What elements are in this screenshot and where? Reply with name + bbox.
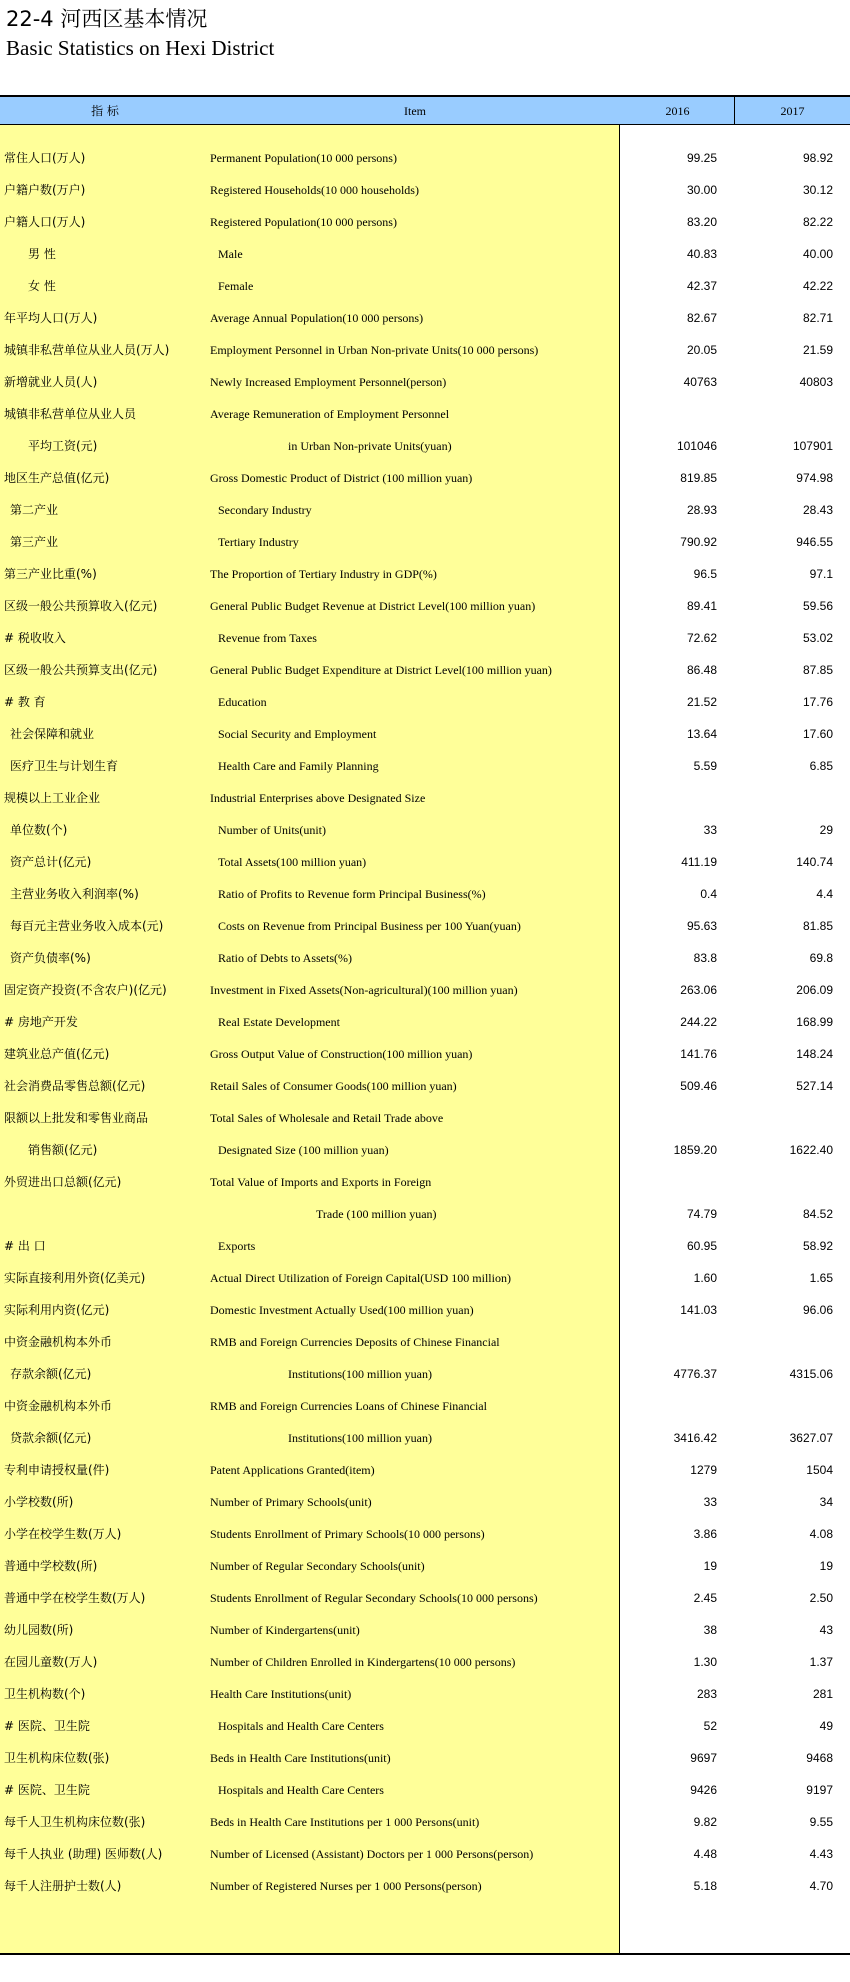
indicator-cn: 资产总计(亿元) [10,855,92,869]
indicator-en: Institutions(100 million yuan) [288,1431,432,1445]
indicator-en: Designated Size (100 million yuan) [218,1143,389,1157]
indicator-en: General Public Budget Expenditure at District Level(100 million yuan) [210,663,552,677]
indicator-cn: 小学在校学生数(万人) [4,1527,122,1541]
indicator-cn: 单位数(个) [10,823,68,837]
statistics-table [0,95,850,1955]
table-row [0,494,850,526]
indicator-cn: 中资金融机构本外币 [4,1335,113,1349]
indicator-en: Newly Increased Employment Personnel(person) [210,375,447,389]
value-2017: 4.4 [816,887,833,901]
indicator-en: Number of Children Enrolled in Kindergartens(10 000 persons) [210,1655,516,1669]
value-2016: 33 [703,1495,717,1509]
table-row [0,910,850,942]
indicator-en: Total Assets(100 million yuan) [218,855,367,869]
indicator-en: Institutions(100 million yuan) [288,1367,432,1381]
value-2016: 3.86 [693,1527,717,1541]
table-row [0,942,850,974]
indicator-en: Gross Domestic Product of District (100 million yuan) [210,471,473,485]
value-2016: 72.62 [686,631,717,645]
indicator-en: Health Care and Family Planning [218,759,379,773]
value-2016: 82.67 [686,311,717,325]
indicator-en: Average Annual Population(10 000 persons) [210,311,424,325]
value-2017: 4.43 [809,1847,833,1861]
value-2016: 60.95 [686,1239,717,1253]
indicator-cn: 户籍户数(万户) [4,183,86,197]
indicator-cn: 小学校数(所) [4,1495,74,1509]
table-row [0,302,850,334]
table-row [0,1678,850,1710]
indicator-en: Patent Applications Granted(item) [210,1463,375,1477]
indicator-en: The Proportion of Tertiary Industry in GDP(%) [210,567,437,581]
value-2016: 40.83 [686,247,717,261]
indicator-en: Education [218,695,267,709]
table-row [0,878,850,910]
indicator-cn: 固定资产投资(不含农户)(亿元) [4,983,167,997]
indicator-en: Number of Kindergartens(unit) [210,1623,360,1637]
value-2017: 107901 [792,439,833,453]
indicator-cn: 存款余额(亿元) [10,1367,92,1381]
value-2016: 283 [696,1687,717,1701]
value-2017: 140.74 [796,855,833,869]
value-2016: 9426 [690,1783,717,1797]
table-row [0,1198,850,1230]
table-row [0,1454,850,1486]
table-row [0,622,850,654]
value-2016: 141.03 [680,1303,717,1317]
indicator-en: Beds in Health Care Institutions(unit) [210,1751,391,1765]
table-row [0,1870,850,1902]
value-2017: 29 [819,823,833,837]
indicator-cn: 地区生产总值(亿元) [4,471,110,485]
indicator-en: Registered Population(10 000 persons) [210,215,397,229]
table-row [0,142,850,174]
indicator-cn: 销售额(亿元) [28,1143,98,1157]
header-indicator-cn: 指 标 [91,104,119,118]
table-row [0,1550,850,1582]
indicator-cn: 中资金融机构本外币 [4,1399,113,1413]
indicator-en: Female [218,279,254,293]
indicator-cn: 主营业务收入利润率(%) [10,887,139,901]
table-row [0,1006,850,1038]
indicator-cn: 平均工资(元) [28,439,98,453]
table-row [0,430,850,462]
indicator-en: Exports [218,1239,256,1253]
indicator-cn: 每千人卫生机构床位数(张) [4,1815,146,1829]
indicator-cn: 每千人执业 (助理) 医师数(人) [4,1847,163,1861]
value-2016: 83.20 [686,215,717,229]
table-row [0,750,850,782]
indicator-cn: 区级一般公共预算支出(亿元) [4,663,158,677]
value-2017: 40.00 [802,247,833,261]
value-2017: 30.12 [802,183,833,197]
value-2016: 74.79 [686,1207,717,1221]
indicator-cn: 医疗卫生与计划生育 [10,759,119,773]
value-2016: 40763 [683,375,717,389]
value-2017: 6.85 [809,759,833,773]
value-2016: 21.52 [686,695,717,709]
indicator-cn: 男 性 [28,247,56,261]
value-2017: 2.50 [809,1591,833,1605]
table-row [0,1710,850,1742]
table-row [0,174,850,206]
indicator-cn: 建筑业总产值(亿元) [4,1047,110,1061]
indicator-en: Ratio of Profits to Revenue form Principal Business(%) [218,887,486,901]
indicator-en: Gross Output Value of Construction(100 million yuan) [210,1047,473,1061]
indicator-cn: 第二产业 [10,503,59,517]
indicator-cn: 贷款余额(亿元) [10,1431,92,1445]
indicator-en: Average Remuneration of Employment Personnel [210,407,450,421]
indicator-cn: 女 性 [28,279,56,293]
value-2017: 43 [819,1623,833,1637]
value-2017: 96.06 [802,1303,833,1317]
indicator-cn: 年平均人口(万人) [4,311,98,325]
indicator-cn: # 房地产开发 [4,1015,78,1029]
table-row [0,654,850,686]
table-row [0,846,850,878]
value-2016: 9.82 [693,1815,717,1829]
table-row [0,1422,850,1454]
value-2017: 19 [819,1559,833,1573]
table-row [0,462,850,494]
page-title-en: Basic Statistics on Hexi District [6,36,275,60]
value-2016: 263.06 [680,983,717,997]
value-2017: 4.70 [809,1879,833,1893]
indicator-en: Health Care Institutions(unit) [210,1687,352,1701]
value-2017: 1622.40 [789,1143,833,1157]
table-row [0,1806,850,1838]
indicator-cn: # 医院、卫生院 [4,1783,90,1797]
table-row [0,1230,850,1262]
value-2016: 52 [703,1719,717,1733]
indicator-cn: 普通中学校数(所) [4,1559,98,1573]
indicator-en: Number of Units(unit) [218,823,326,837]
table-row [0,1070,850,1102]
value-2016: 3416.42 [673,1431,717,1445]
indicator-en: Real Estate Development [218,1015,340,1029]
value-2016: 509.46 [680,1079,717,1093]
value-2017: 49 [819,1719,833,1733]
value-2016: 2.45 [693,1591,717,1605]
indicator-en: Number of Regular Secondary Schools(unit) [210,1559,425,1573]
value-2017: 148.24 [796,1047,833,1061]
value-2017: 974.98 [796,471,833,485]
indicator-en: General Public Budget Revenue at District Level(100 million yuan) [210,599,536,613]
value-2017: 69.8 [809,951,833,965]
indicator-cn: # 出 口 [4,1239,46,1253]
indicator-cn: 户籍人口(万人) [4,215,86,229]
value-2017: 53.02 [802,631,833,645]
value-2017: 28.43 [802,503,833,517]
value-2017: 9468 [806,1751,833,1765]
value-2016: 819.85 [680,471,717,485]
indicator-cn: 第三产业 [10,535,59,549]
value-2017: 81.85 [802,919,833,933]
value-2016: 411.19 [681,855,717,869]
value-2017: 98.92 [802,151,833,165]
table-row [0,1326,850,1358]
value-2017: 281 [812,1687,833,1701]
header-year-2017: 2017 [780,104,805,118]
indicator-en: Ratio of Debts to Assets(%) [218,951,352,965]
header-item: Item [404,104,426,118]
table-row [0,238,850,270]
indicator-en: Number of Registered Nurses per 1 000 Persons(person) [210,1879,482,1893]
value-2016: 5.59 [693,759,717,773]
value-2017: 3627.07 [789,1431,833,1445]
indicator-en: Social Security and Employment [218,727,377,741]
indicator-en: Actual Direct Utilization of Foreign Capital(USD 100 million) [210,1271,511,1285]
indicator-cn: 城镇非私营单位从业人员 [4,407,137,421]
value-2016: 38 [703,1623,717,1637]
table-row [0,270,850,302]
value-2017: 42.22 [802,279,833,293]
indicator-cn: 幼儿园数(所) [4,1623,74,1637]
indicator-en: Permanent Population(10 000 persons) [210,151,397,165]
table-row [0,814,850,846]
value-2017: 168.99 [796,1015,833,1029]
table-row [0,1358,850,1390]
table-row [0,686,850,718]
indicator-cn: 在园儿童数(万人) [4,1655,98,1669]
table-row [0,526,850,558]
table-row [0,974,850,1006]
indicator-cn: 普通中学在校学生数(万人) [4,1591,146,1605]
indicator-cn: 外贸进出口总额(亿元) [4,1175,122,1189]
value-2017: 1.65 [809,1271,833,1285]
value-2016: 83.8 [693,951,717,965]
table-row [0,1518,850,1550]
indicator-cn: # 税收收入 [4,631,66,645]
indicator-en: Investment in Fixed Assets(Non-agricultural)(100 million yuan) [210,983,518,997]
indicator-en: Students Enrollment of Primary Schools(10 000 persons) [210,1527,485,1541]
indicator-cn: 资产负债率(%) [10,951,91,965]
indicator-cn: 规模以上工业企业 [4,791,101,805]
value-2016: 0.4 [700,887,717,901]
value-2016: 5.18 [693,1879,717,1893]
header-year-2016: 2016 [665,104,690,118]
table-row [0,1614,850,1646]
value-2017: 4.08 [809,1527,833,1541]
table-row [0,1582,850,1614]
value-2017: 9.55 [809,1815,833,1829]
indicator-en: Retail Sales of Consumer Goods(100 million yuan) [210,1079,457,1093]
value-2017: 82.71 [802,311,833,325]
indicator-en: Hospitals and Health Care Centers [218,1783,384,1797]
table-row [0,1102,850,1134]
indicator-en: Costs on Revenue from Principal Business per 100 Yuan(yuan) [218,919,521,933]
table-header [0,95,850,125]
value-2016: 99.25 [686,151,717,165]
indicator-en: Registered Households(10 000 households) [210,183,419,197]
value-2016: 790.92 [680,535,717,549]
value-2016: 101046 [676,439,717,453]
value-2017: 946.55 [796,535,833,549]
indicator-cn: 区级一般公共预算收入(亿元) [4,599,158,613]
table-bottom-rule [0,1953,850,1955]
table-row [0,1134,850,1166]
page-title-cn: 22-4 河西区基本情况 [6,7,208,31]
table-row [0,1774,850,1806]
value-2016: 42.37 [686,279,717,293]
table-row [0,782,850,814]
value-2016: 89.41 [686,599,717,613]
value-2017: 527.14 [796,1079,833,1093]
indicator-cn: 卫生机构床位数(张) [4,1751,110,1765]
value-2016: 28.93 [686,503,717,517]
indicator-en: Domestic Investment Actually Used(100 million yuan) [210,1303,474,1317]
table-row [0,1262,850,1294]
value-2016: 4776.37 [673,1367,717,1381]
value-2017: 9197 [806,1783,833,1797]
value-2016: 95.63 [686,919,717,933]
value-2016: 4.48 [693,1847,717,1861]
value-2017: 17.76 [802,695,833,709]
value-2017: 34 [819,1495,833,1509]
indicator-cn: 限额以上批发和零售业商品 [4,1111,149,1125]
value-2017: 82.22 [802,215,833,229]
value-2016: 13.64 [686,727,717,741]
indicator-cn: 实际直接利用外资(亿美元) [4,1271,146,1285]
value-2016: 1859.20 [673,1143,717,1157]
indicator-en: Total Sales of Wholesale and Retail Trade above [210,1111,444,1125]
indicator-en: Male [218,247,243,261]
value-2017: 4315.06 [789,1367,833,1381]
value-2016: 9697 [690,1751,717,1765]
indicator-cn: 第三产业比重(%) [4,567,97,581]
value-2016: 20.05 [686,343,717,357]
indicator-cn: 每千人注册护士数(人) [4,1879,122,1893]
indicator-en: RMB and Foreign Currencies Deposits of Chinese Financial [210,1335,500,1349]
indicator-cn: 卫生机构数(个) [4,1687,86,1701]
indicator-en: in Urban Non-private Units(yuan) [288,439,452,453]
value-2016: 33 [703,823,717,837]
table-row [0,558,850,590]
value-2016: 30.00 [686,183,717,197]
table-row [0,1838,850,1870]
indicator-en: Number of Licensed (Assistant) Doctors per 1 000 Persons(person) [210,1847,534,1861]
value-2017: 206.09 [796,983,833,997]
indicator-cn: 实际利用内资(亿元) [4,1303,110,1317]
table-row [0,206,850,238]
table-row [0,1486,850,1518]
value-2016: 19 [703,1559,717,1573]
value-2016: 86.48 [686,663,717,677]
value-2017: 1504 [806,1463,833,1477]
indicator-en: Students Enrollment of Regular Secondary Schools(10 000 persons) [210,1591,538,1605]
indicator-cn: 每百元主营业务收入成本(元) [10,919,164,933]
value-2016: 96.5 [693,567,717,581]
value-2017: 84.52 [802,1207,833,1221]
value-2016: 1.60 [693,1271,717,1285]
value-2017: 87.85 [802,663,833,677]
indicator-cn: 新增就业人员(人) [4,375,98,389]
indicator-en: Revenue from Taxes [218,631,317,645]
indicator-cn: 社会保障和就业 [10,727,95,741]
value-2017: 17.60 [802,727,833,741]
value-2017: 58.92 [802,1239,833,1253]
indicator-en: Secondary Industry [218,503,312,517]
value-2016: 244.22 [680,1015,717,1029]
value-2016: 1279 [690,1463,717,1477]
table-row [0,1166,850,1198]
indicator-en: Beds in Health Care Institutions per 1 000 Persons(unit) [210,1815,480,1829]
indicator-cn: 专利申请授权量(件) [4,1463,110,1477]
value-2016: 1.30 [693,1655,717,1669]
value-2017: 1.37 [809,1655,833,1669]
table-row [0,718,850,750]
indicator-cn: # 医院、卫生院 [4,1719,90,1733]
indicator-en: Employment Personnel in Urban Non-private Units(10 000 persons) [210,343,539,357]
value-2016: 141.76 [680,1047,717,1061]
indicator-en: Industrial Enterprises above Designated Size [210,791,426,805]
indicator-cn: 城镇非私营单位从业人员(万人) [4,343,170,357]
table-row [0,398,850,430]
value-2017: 59.56 [802,599,833,613]
indicator-en: Tertiary Industry [218,535,299,549]
table-body [0,142,850,1902]
indicator-en: Total Value of Imports and Exports in Foreign [210,1175,432,1189]
table-row [0,334,850,366]
table-row [0,590,850,622]
indicator-cn: 常住人口(万人) [4,151,86,165]
table-row [0,1646,850,1678]
table-row [0,366,850,398]
indicator-en: RMB and Foreign Currencies Loans of Chinese Financial [210,1399,487,1413]
table-row [0,1390,850,1422]
indicator-en: Trade (100 million yuan) [316,1207,437,1221]
table-row [0,1038,850,1070]
indicator-cn: 社会消费品零售总额(亿元) [4,1079,146,1093]
value-2017: 40803 [799,375,833,389]
table-row [0,1742,850,1774]
table-row [0,1294,850,1326]
indicator-cn: # 教 育 [4,695,46,709]
value-2017: 97.1 [809,567,833,581]
value-2017: 21.59 [802,343,833,357]
indicator-en: Number of Primary Schools(unit) [210,1495,372,1509]
header-year-divider [734,95,735,125]
indicator-en: Hospitals and Health Care Centers [218,1719,384,1733]
